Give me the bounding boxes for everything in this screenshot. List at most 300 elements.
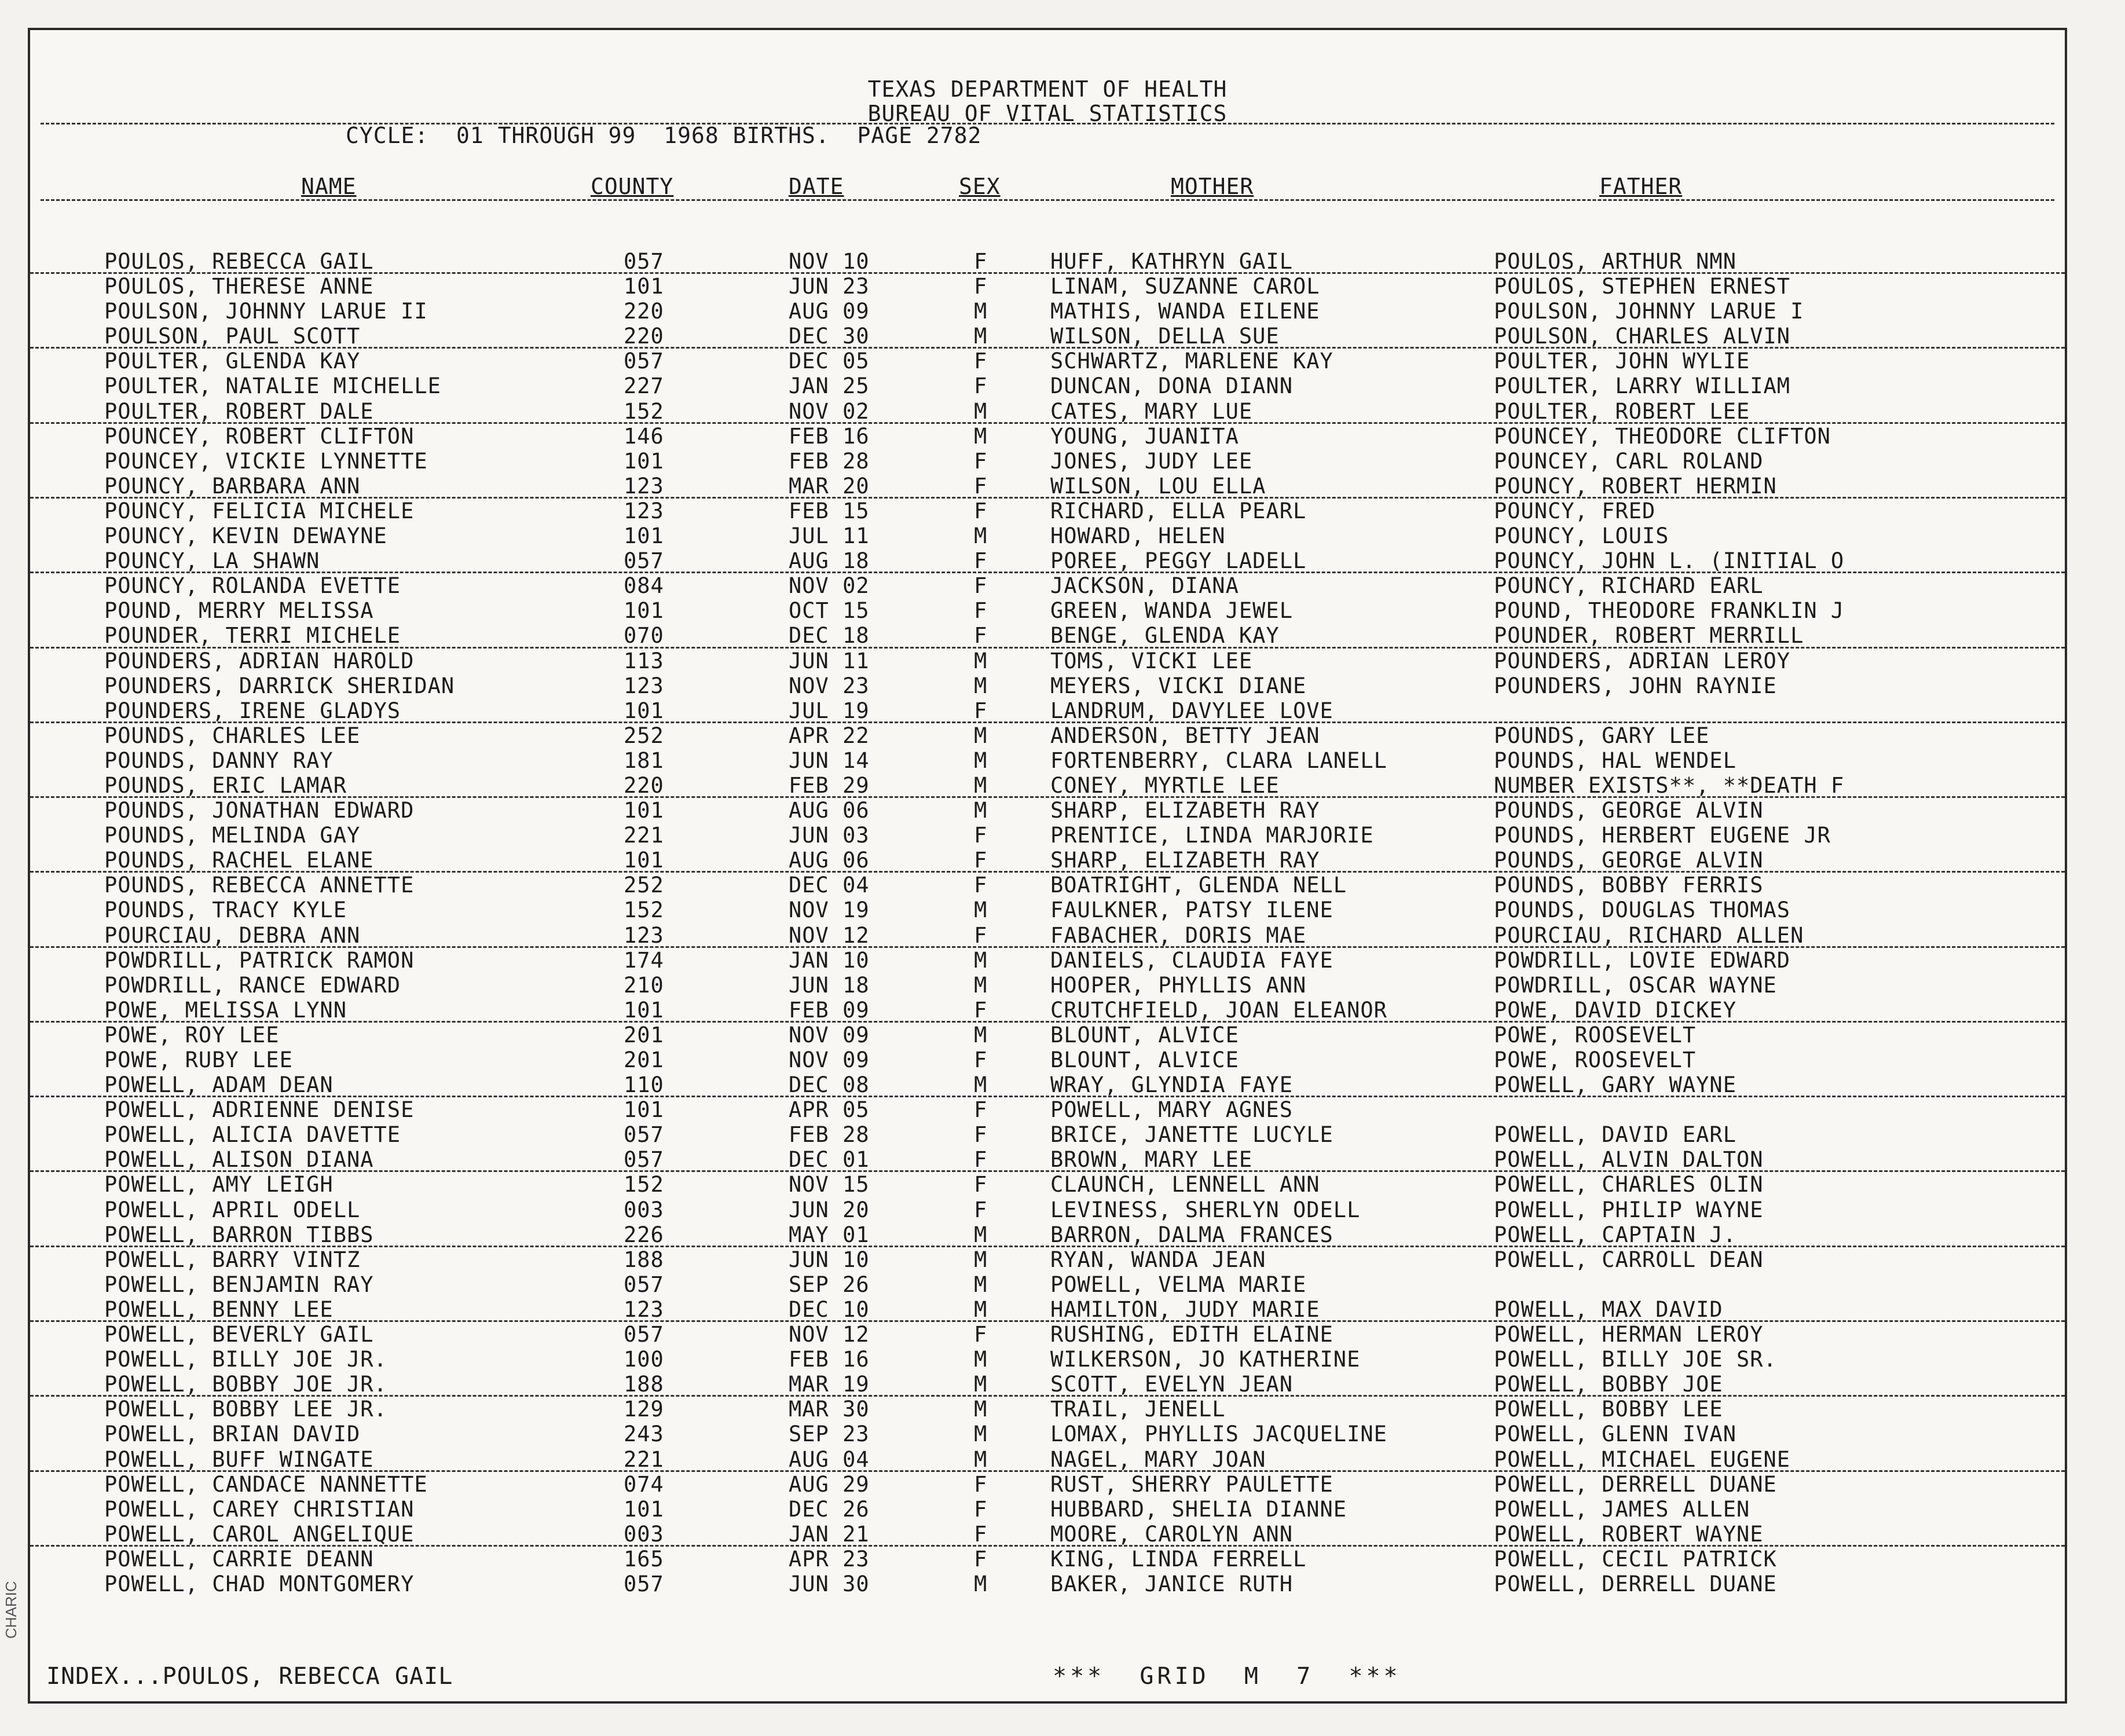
- record-name: POULSON, PAUL SCOTT: [104, 324, 361, 349]
- record-county: 146: [624, 423, 664, 449]
- record-county: 220: [624, 324, 664, 349]
- record-date: DEC 10: [789, 1296, 870, 1322]
- record-father: POUNDS, DOUGLAS THOMAS: [1494, 898, 1791, 923]
- record-mother: POREE, PEGGY LADELL: [1050, 548, 1307, 574]
- record-row: [30, 523, 2065, 548]
- record-row: [30, 474, 2065, 499]
- record-sex: M: [974, 1372, 988, 1397]
- record-row: [30, 1247, 2065, 1272]
- record-date: AUG 06: [789, 798, 870, 823]
- record-date: JAN 21: [789, 1521, 870, 1547]
- record-date: AUG 18: [789, 548, 870, 574]
- record-name: POUNCEY, VICKIE LYNNETTE: [104, 448, 428, 474]
- record-name: POUNDERS, ADRIAN HAROLD: [104, 648, 415, 673]
- record-father: POWE, DAVID DICKEY: [1494, 997, 1736, 1023]
- record-county: 113: [624, 648, 664, 673]
- record-date: JUL 11: [789, 523, 870, 549]
- record-name: POUNDER, TERRI MICHELE: [104, 623, 401, 649]
- record-date: JAN 10: [789, 947, 870, 973]
- record-name: POWELL, CANDACE NANNETTE: [104, 1471, 428, 1497]
- record-county: 226: [624, 1222, 664, 1247]
- record-row: [30, 373, 2065, 398]
- record-date: FEB 28: [789, 448, 870, 474]
- record-mother: SHARP, ELIZABETH RAY: [1050, 848, 1320, 873]
- record-county: 201: [624, 1022, 664, 1048]
- record-name: POUNDS, ERIC LAMAR: [104, 772, 347, 798]
- record-father: POUNDERS, ADRIAN LEROY: [1494, 648, 1791, 673]
- record-row: [30, 274, 2065, 299]
- record-father: NUMBER EXISTS**, **DEATH F: [1494, 772, 1845, 798]
- record-name: POULTER, NATALIE MICHELLE: [104, 373, 441, 399]
- record-row: [30, 1572, 2065, 1596]
- record-county: 101: [624, 798, 664, 823]
- record-name: POWE, ROY LEE: [104, 1022, 280, 1048]
- record-county: 181: [624, 748, 664, 773]
- record-row: [30, 1547, 2065, 1572]
- record-mother: LANDRUM, DAVYLEE LOVE: [1050, 698, 1333, 723]
- record-name: POUNDS, TRACY KYLE: [104, 898, 347, 923]
- record-row: [30, 1048, 2065, 1072]
- record-date: MAY 01: [789, 1222, 870, 1247]
- record-name: POWELL, BILLY JOE JR.: [104, 1347, 387, 1372]
- column-header-sex: SEX: [959, 174, 1001, 199]
- record-sex: F: [974, 349, 988, 374]
- record-father: POUNDER, ROBERT MERRILL: [1494, 623, 1804, 649]
- record-row: [30, 798, 2065, 823]
- record-date: AUG 04: [789, 1446, 870, 1472]
- record-sex: F: [974, 623, 988, 649]
- record-name: POWELL, ADRIENNE DENISE: [104, 1097, 415, 1123]
- record-row: [30, 773, 2065, 798]
- record-father: POULTER, ROBERT LEE: [1494, 398, 1750, 424]
- record-father: POURCIAU, RICHARD ALLEN: [1494, 922, 1804, 948]
- record-name: POUNCEY, ROBERT CLIFTON: [104, 423, 415, 449]
- record-row: [30, 1097, 2065, 1122]
- column-header-mother: MOTHER: [1171, 174, 1254, 199]
- record-county: 123: [624, 673, 664, 698]
- record-row: [30, 998, 2065, 1023]
- record-row: [30, 973, 2065, 998]
- record-date: FEB 16: [789, 423, 870, 449]
- record-row: [30, 1472, 2065, 1497]
- record-mother: BLOUNT, ALVICE: [1050, 1048, 1239, 1072]
- record-mother: LOMAX, PHYLLIS JACQUELINE: [1050, 1422, 1387, 1447]
- record-row: [30, 449, 2065, 474]
- record-date: DEC 05: [789, 349, 870, 374]
- record-father: POWELL, HERMAN LEROY: [1494, 1322, 1764, 1347]
- record-father: POUNCY, LOUIS: [1494, 523, 1669, 549]
- record-mother: SCHWARTZ, MARLENE KAY: [1050, 349, 1333, 374]
- record-sex: M: [974, 1571, 988, 1596]
- record-sex: F: [974, 1048, 988, 1072]
- record-sex: M: [974, 1247, 988, 1272]
- record-county: 252: [624, 723, 664, 748]
- record-row: [30, 623, 2065, 648]
- record-county: 057: [624, 1571, 664, 1596]
- record-name: POWELL, BEVERLY GAIL: [104, 1322, 374, 1347]
- column-header-county: COUNTY: [591, 174, 674, 199]
- record-row: [30, 723, 2065, 748]
- record-sex: M: [974, 748, 988, 773]
- record-date: JUN 11: [789, 648, 870, 673]
- record-sex: M: [974, 1397, 988, 1422]
- record-mother: BOATRIGHT, GLENDA NELL: [1050, 873, 1347, 898]
- record-mother: FABACHER, DORIS MAE: [1050, 922, 1307, 948]
- record-row: [30, 1023, 2065, 1048]
- record-row: [30, 548, 2065, 573]
- record-name: POUNDS, JONATHAN EDWARD: [104, 798, 415, 823]
- record-row: [30, 324, 2065, 349]
- record-county: 165: [624, 1546, 664, 1572]
- record-mother: KING, LINDA FERRELL: [1050, 1546, 1307, 1572]
- record-father: POUNCEY, CARL ROLAND: [1494, 448, 1764, 474]
- record-county: 057: [624, 249, 664, 274]
- record-father: POUNCY, JOHN L. (INITIAL O: [1494, 548, 1845, 574]
- column-header-name: NAME: [301, 174, 357, 199]
- record-name: POWELL, BUFF WINGATE: [104, 1446, 374, 1472]
- record-name: POWELL, CAROL ANGELIQUE: [104, 1521, 415, 1547]
- record-mother: MATHIS, WANDA EILENE: [1050, 299, 1320, 324]
- record-row: [30, 898, 2065, 922]
- record-mother: RYAN, WANDA JEAN: [1050, 1247, 1266, 1272]
- record-father: POWELL, CHARLES OLIN: [1494, 1172, 1764, 1197]
- record-date: NOV 23: [789, 673, 870, 698]
- record-row: [30, 1272, 2065, 1297]
- record-mother: MOORE, CAROLYN ANN: [1050, 1521, 1293, 1547]
- record-father: POUND, THEODORE FRANKLIN J: [1494, 598, 1845, 624]
- record-sex: F: [974, 1197, 988, 1222]
- record-county: 101: [624, 448, 664, 474]
- record-row: [30, 1297, 2065, 1322]
- record-row: [30, 1147, 2065, 1172]
- record-mother: RICHARD, ELLA PEARL: [1050, 498, 1307, 523]
- record-county: 084: [624, 573, 664, 599]
- record-name: POWDRILL, PATRICK RAMON: [104, 947, 415, 973]
- record-county: 057: [624, 1322, 664, 1347]
- record-sex: M: [974, 324, 988, 349]
- record-mother: NAGEL, MARY JOAN: [1050, 1446, 1266, 1472]
- record-county: 174: [624, 947, 664, 973]
- record-row: [30, 399, 2065, 424]
- record-date: JUN 10: [789, 1247, 870, 1272]
- record-father: POWELL, GARY WAYNE: [1494, 1072, 1736, 1098]
- record-father: POWELL, GLENN IVAN: [1494, 1422, 1736, 1447]
- record-date: JUN 03: [789, 823, 870, 848]
- record-mother: DUNCAN, DONA DIANN: [1050, 373, 1293, 399]
- record-row: [30, 873, 2065, 898]
- record-county: 057: [624, 1272, 664, 1297]
- record-row: [30, 1397, 2065, 1422]
- record-name: POWELL, ALICIA DAVETTE: [104, 1122, 401, 1148]
- record-mother: HOWARD, HELEN: [1050, 523, 1226, 549]
- record-county: 101: [624, 598, 664, 624]
- record-name: POULSON, JOHNNY LARUE II: [104, 299, 428, 324]
- record-county: 101: [624, 698, 664, 723]
- record-date: DEC 30: [789, 324, 870, 349]
- record-mother: FORTENBERRY, CLARA LANELL: [1050, 748, 1387, 773]
- record-sex: F: [974, 698, 988, 723]
- record-row: [30, 1522, 2065, 1547]
- record-sex: F: [974, 873, 988, 898]
- record-sex: M: [974, 1022, 988, 1048]
- record-date: MAR 20: [789, 473, 870, 499]
- record-sex: M: [974, 1272, 988, 1297]
- record-father: POWELL, MAX DAVID: [1494, 1296, 1723, 1322]
- record-name: POURCIAU, DEBRA ANN: [104, 922, 361, 948]
- record-row: [30, 1122, 2065, 1147]
- record-mother: HUFF, KATHRYN GAIL: [1050, 249, 1293, 274]
- record-mother: BLOUNT, ALVICE: [1050, 1022, 1239, 1048]
- record-name: POWE, RUBY LEE: [104, 1048, 293, 1072]
- record-father: POUNCY, RICHARD EARL: [1494, 573, 1764, 599]
- record-sex: F: [974, 997, 988, 1023]
- record-date: NOV 12: [789, 1322, 870, 1347]
- record-father: POUNDS, HERBERT EUGENE JR: [1494, 823, 1831, 848]
- record-name: POUNCY, LA SHAWN: [104, 548, 320, 574]
- record-mother: POWELL, MARY AGNES: [1050, 1097, 1293, 1123]
- record-county: 057: [624, 1122, 664, 1148]
- record-name: POWE, MELISSA LYNN: [104, 997, 347, 1023]
- record-date: JUL 19: [789, 698, 870, 723]
- record-sex: F: [974, 1322, 988, 1347]
- record-father: POWELL, DAVID EARL: [1494, 1122, 1736, 1148]
- record-date: JUN 30: [789, 1571, 870, 1596]
- record-row: [30, 823, 2065, 848]
- record-name: POUNCY, ROLANDA EVETTE: [104, 573, 401, 599]
- record-date: FEB 15: [789, 498, 870, 523]
- record-mother: YOUNG, JUANITA: [1050, 423, 1239, 449]
- record-name: POWELL, BRIAN DAVID: [104, 1422, 361, 1447]
- record-name: POULOS, REBECCA GAIL: [104, 249, 374, 274]
- record-father: POULTER, LARRY WILLIAM: [1494, 373, 1791, 399]
- record-name: POULTER, ROBERT DALE: [104, 398, 374, 424]
- record-mother: HAMILTON, JUDY MARIE: [1050, 1296, 1320, 1322]
- record-date: DEC 26: [789, 1496, 870, 1522]
- record-county: 057: [624, 548, 664, 574]
- record-mother: WILSON, DELLA SUE: [1050, 324, 1280, 349]
- record-name: POWELL, BOBBY LEE JR.: [104, 1397, 387, 1422]
- record-father: POUNDS, BOBBY FERRIS: [1494, 873, 1764, 898]
- record-row: [30, 1172, 2065, 1197]
- record-name: POWELL, ALISON DIANA: [104, 1147, 374, 1173]
- record-sex: M: [974, 1072, 988, 1098]
- column-header-father: FATHER: [1599, 174, 1683, 199]
- record-name: POUNDS, RACHEL ELANE: [104, 848, 374, 873]
- record-row: [30, 698, 2065, 723]
- record-sex: M: [974, 1347, 988, 1372]
- record-mother: JONES, JUDY LEE: [1050, 448, 1253, 474]
- record-date: DEC 08: [789, 1072, 870, 1098]
- record-county: 210: [624, 972, 664, 998]
- record-date: NOV 19: [789, 898, 870, 923]
- record-county: 152: [624, 398, 664, 424]
- record-row: [30, 649, 2065, 673]
- record-date: DEC 04: [789, 873, 870, 898]
- record-date: SEP 26: [789, 1272, 870, 1297]
- record-sex: M: [974, 772, 988, 798]
- record-county: 201: [624, 1048, 664, 1072]
- record-sex: M: [974, 898, 988, 923]
- record-sex: F: [974, 1521, 988, 1547]
- record-county: 003: [624, 1521, 664, 1547]
- record-mother: BENGE, GLENDA KAY: [1050, 623, 1280, 649]
- record-mother: SHARP, ELIZABETH RAY: [1050, 798, 1320, 823]
- record-row: [30, 948, 2065, 973]
- record-name: POWELL, BOBBY JOE JR.: [104, 1372, 387, 1397]
- record-mother: RUSHING, EDITH ELAINE: [1050, 1322, 1333, 1347]
- record-sex: F: [974, 1147, 988, 1173]
- record-sex: F: [974, 274, 988, 299]
- record-county: 101: [624, 1097, 664, 1123]
- record-county: 188: [624, 1247, 664, 1272]
- record-name: POWELL, BENNY LEE: [104, 1296, 334, 1322]
- header-rule: [41, 123, 2054, 124]
- record-row: [30, 598, 2065, 623]
- record-father: POWELL, CAPTAIN J.: [1494, 1222, 1736, 1247]
- record-mother: BRICE, JANETTE LUCYLE: [1050, 1122, 1333, 1148]
- record-father: POUNDS, GARY LEE: [1494, 723, 1710, 748]
- record-date: DEC 18: [789, 623, 870, 649]
- record-name: POWELL, BARRON TIBBS: [104, 1222, 374, 1247]
- record-name: POWELL, APRIL ODELL: [104, 1197, 361, 1222]
- record-mother: CLAUNCH, LENNELL ANN: [1050, 1172, 1320, 1197]
- record-sex: M: [974, 523, 988, 549]
- record-date: NOV 15: [789, 1172, 870, 1197]
- record-row: [30, 1322, 2065, 1347]
- record-date: APR 05: [789, 1097, 870, 1123]
- record-date: FEB 28: [789, 1122, 870, 1148]
- record-date: JUN 20: [789, 1197, 870, 1222]
- record-row: [30, 1372, 2065, 1397]
- record-county: 129: [624, 1397, 664, 1422]
- record-mother: LEVINESS, SHERLYN ODELL: [1050, 1197, 1361, 1222]
- margin-stamp: CHARIC: [2, 1581, 20, 1639]
- record-name: POUNDS, REBECCA ANNETTE: [104, 873, 415, 898]
- record-father: POUNCY, FRED: [1494, 498, 1656, 523]
- record-county: 101: [624, 523, 664, 549]
- record-date: MAR 19: [789, 1372, 870, 1397]
- record-mother: CATES, MARY LUE: [1050, 398, 1253, 424]
- record-mother: FAULKNER, PATSY ILENE: [1050, 898, 1333, 923]
- record-row: [30, 249, 2065, 274]
- record-county: 070: [624, 623, 664, 649]
- record-county: 188: [624, 1372, 664, 1397]
- record-row: [30, 349, 2065, 373]
- record-father: POWE, ROOSEVELT: [1494, 1022, 1697, 1048]
- grid-footer: *** GRID M 7 ***: [1053, 1663, 1401, 1690]
- record-father: POWELL, BILLY JOE SR.: [1494, 1347, 1777, 1372]
- birth-records-list: [30, 249, 2065, 1596]
- record-name: POUNDERS, DARRICK SHERIDAN: [104, 673, 455, 698]
- record-father: POWELL, CECIL PATRICK: [1494, 1546, 1777, 1572]
- record-name: POWELL, CARRIE DEANN: [104, 1546, 374, 1572]
- record-mother: BROWN, MARY LEE: [1050, 1147, 1253, 1173]
- record-mother: HUBBARD, SHELIA DIANNE: [1050, 1496, 1347, 1522]
- record-sex: F: [974, 249, 988, 274]
- record-mother: BARRON, DALMA FRANCES: [1050, 1222, 1333, 1247]
- record-mother: ANDERSON, BETTY JEAN: [1050, 723, 1320, 748]
- record-row: [30, 499, 2065, 523]
- record-county: 057: [624, 1147, 664, 1173]
- record-father: POUNDERS, JOHN RAYNIE: [1494, 673, 1777, 698]
- record-sex: F: [974, 1546, 988, 1572]
- record-sex: M: [974, 673, 988, 698]
- record-sex: M: [974, 1422, 988, 1447]
- record-sex: F: [974, 1122, 988, 1148]
- record-name: POUNDERS, IRENE GLADYS: [104, 698, 401, 723]
- record-date: MAR 30: [789, 1397, 870, 1422]
- record-father: POWE, ROOSEVELT: [1494, 1048, 1697, 1072]
- record-sex: F: [974, 373, 988, 399]
- record-row: [30, 748, 2065, 773]
- document-page: [28, 28, 2067, 1704]
- record-sex: F: [974, 823, 988, 848]
- record-sex: F: [974, 548, 988, 574]
- record-county: 252: [624, 873, 664, 898]
- record-father: POULOS, ARTHUR NMN: [1494, 249, 1736, 274]
- record-name: POUNCY, KEVIN DEWAYNE: [104, 523, 387, 549]
- record-county: 227: [624, 373, 664, 399]
- record-date: NOV 10: [789, 249, 870, 274]
- record-row: [30, 1222, 2065, 1247]
- record-sex: F: [974, 598, 988, 624]
- record-county: 243: [624, 1422, 664, 1447]
- record-county: 123: [624, 1296, 664, 1322]
- department-title: TEXAS DEPARTMENT OF HEALTH: [867, 76, 1228, 102]
- record-father: POWELL, BOBBY JOE: [1494, 1372, 1723, 1397]
- record-county: 221: [624, 1446, 664, 1472]
- record-county: 123: [624, 473, 664, 499]
- record-row: [30, 573, 2065, 598]
- record-date: NOV 09: [789, 1048, 870, 1072]
- record-county: 123: [624, 922, 664, 948]
- record-mother: TOMS, VICKI LEE: [1050, 648, 1253, 673]
- record-name: POWELL, CAREY CHRISTIAN: [104, 1496, 415, 1522]
- record-date: DEC 01: [789, 1147, 870, 1173]
- record-date: FEB 09: [789, 997, 870, 1023]
- record-sex: M: [974, 972, 988, 998]
- record-date: AUG 06: [789, 848, 870, 873]
- record-father: POUNDS, HAL WENDEL: [1494, 748, 1736, 773]
- record-mother: BAKER, JANICE RUTH: [1050, 1571, 1293, 1596]
- record-mother: DANIELS, CLAUDIA FAYE: [1050, 947, 1333, 973]
- record-name: POULOS, THERESE ANNE: [104, 274, 374, 299]
- record-name: POUNDS, DANNY RAY: [104, 748, 334, 773]
- record-county: 220: [624, 299, 664, 324]
- record-name: POWELL, CHAD MONTGOMERY: [104, 1571, 415, 1596]
- record-row: [30, 1422, 2065, 1446]
- record-county: 101: [624, 997, 664, 1023]
- record-father: POWELL, PHILIP WAYNE: [1494, 1197, 1764, 1222]
- record-sex: M: [974, 648, 988, 673]
- record-sex: M: [974, 423, 988, 449]
- record-county: 123: [624, 498, 664, 523]
- record-date: SEP 23: [789, 1422, 870, 1447]
- record-date: FEB 29: [789, 772, 870, 798]
- record-row: [30, 299, 2065, 324]
- record-sex: F: [974, 1097, 988, 1123]
- record-mother: GREEN, WANDA JEWEL: [1050, 598, 1293, 624]
- record-date: JUN 23: [789, 274, 870, 299]
- record-row: [30, 1197, 2065, 1222]
- record-father: POWELL, DERRELL DUANE: [1494, 1471, 1777, 1497]
- record-sex: M: [974, 1222, 988, 1247]
- record-mother: PRENTICE, LINDA MARJORIE: [1050, 823, 1374, 848]
- record-sex: F: [974, 922, 988, 948]
- record-father: POWELL, CARROLL DEAN: [1494, 1247, 1764, 1272]
- record-sex: F: [974, 1496, 988, 1522]
- record-county: 101: [624, 848, 664, 873]
